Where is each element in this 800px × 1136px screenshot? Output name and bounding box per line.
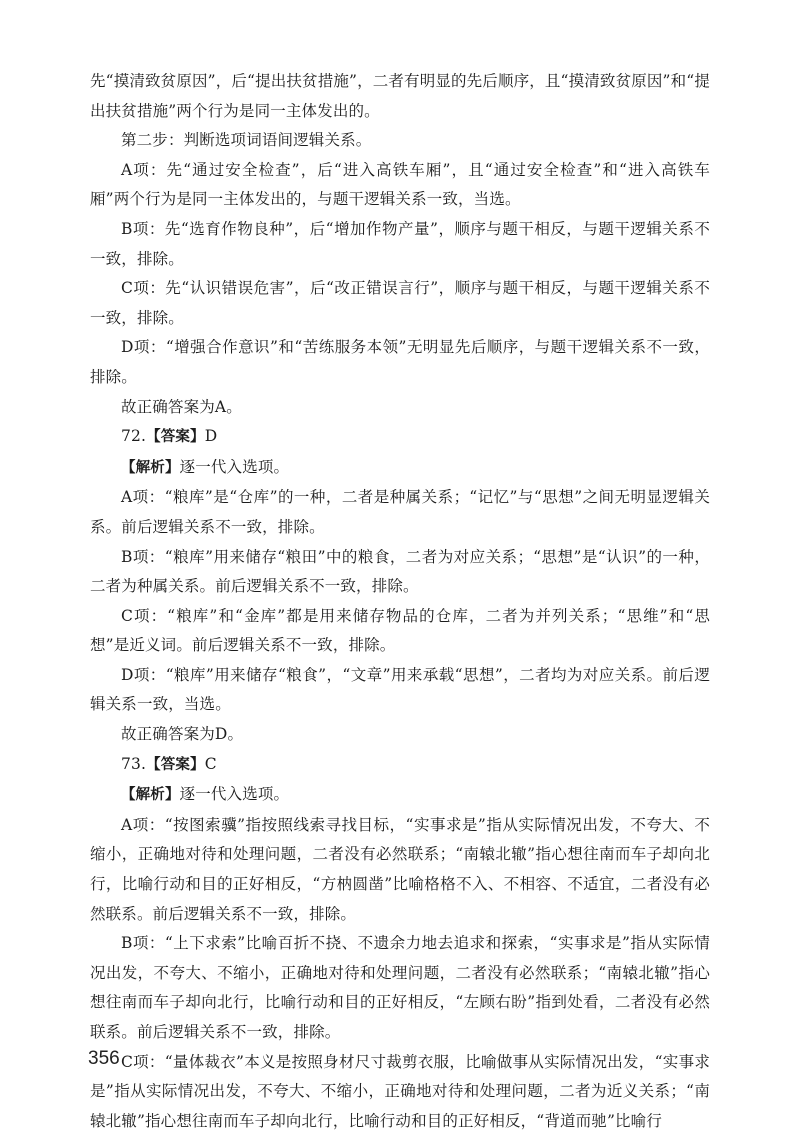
q73-analysis-label: 【解析】 (121, 787, 180, 804)
q72-answer-line (90, 422, 710, 453)
q72-option-d: D项：“粮库”用来储存“粮食”，“文章”用来承载“思想”，二者均为对应关系。前后逻辑关系一致，当选。 (90, 665, 710, 714)
q72-answer: D (204, 427, 218, 446)
option-a: A项：先“通过安全检查”，后“进入高铁车厢”，且“通过安全检查”和“进入高铁车厢”两个行为是同一主体发出的，与题干逻辑关系一致，当选。 (90, 160, 710, 209)
q72-analysis: 逐一代入选项。 (179, 457, 290, 476)
q73-analysis: 逐一代入选项。 (179, 785, 290, 804)
q72-number: 72. (121, 427, 147, 446)
option-c: C项：先“认识错误危害”，后“改正错误言行”，顺序与题干相反，与题干逻辑关系不一致，排除。 (90, 279, 710, 327)
q72-conclusion: 故正确答案为D。 (121, 725, 244, 744)
conclusion: 故正确答案为A。 (121, 397, 242, 416)
q73-option-a: A项：“按图索骥”指按照线索寻找目标，“实事求是”指从实际情况出发，不夸大、不缩小，正确地对待和处理问题，二者没有必然联系；“南辕北辙”指心想往南而车子却向北行，比喻行动和目的正好相反，“方枘圆凿”比喻格格不入、不相容、不适宜，二者没有必然联系。前后逻辑关系不一致，排除。 (90, 815, 710, 923)
q73-answer: C (204, 754, 217, 773)
q72-option-c: C项：“粮库”和“金库”都是用来储存物品的仓库，二者为并列关系；“思维”和“思想”是近义词。前后逻辑关系不一致，排除。 (90, 606, 710, 655)
q73-answer-line (90, 750, 710, 781)
q73-option-b: B项：“上下求索”比喻百折不挠、不遗余力地去追求和探索，“实事求是”指从实际情况出发，不夸大、不缩小，正确地对待和处理问题，二者没有必然联系；“南辕北辙”指心想往南而车子却向北行，比喻行动和目的正好相反，“左顾右盼”指到处看，二者没有必然联系。前后逻辑关系不一致，排除。 (90, 934, 710, 1041)
q72-option-a: A项：“粮库”是“仓库”的一种，二者是种属关系；“记忆”与“思想”之间无明显逻辑关系。前后逻辑关系不一致，排除。 (90, 488, 710, 536)
q73-analysis-line (90, 780, 710, 811)
option-b: B项：先“选育作物良种”，后“增加作物产量”，顺序与题干相反，与题干逻辑关系不一致，排除。 (90, 219, 710, 268)
q73-answer-label: 【答案】 (146, 756, 205, 773)
q72-analysis-line (90, 453, 710, 484)
page-number: 356 (88, 1048, 120, 1069)
paragraph: 第二步：判断选项词语间逻辑关系。 (121, 131, 372, 150)
q73-option-c: C项：“量体裁衣”本义是按照身材尺寸裁剪衣服，比喻做事从实际情况出发，“实事求是”指从实际情况出发，不夸大、不缩小，正确地对待和处理问题，二者为近义关系；“南辕北辙”指心想往南而车子却向北行，比喻行动和目的正好相反，“背道而驰”比喻行 (90, 1052, 710, 1130)
option-d: D项：“增强合作意识”和“苦练服务本领”无明显先后顺序，与题干逻辑关系不一致，排除。 (90, 338, 710, 386)
paragraph: 先“摸清致贫原因”，后“提出扶贫措施”，二者有明显的先后顺序，且“摸清致贫原因”和“提出扶贫措施”两个行为是同一主体发出的。 (90, 72, 710, 120)
q72-analysis-label: 【解析】 (121, 459, 180, 476)
q72-option-b: B项：“粮库”用来储存“粮田”中的粮食，二者为对应关系；“思想”是“认识”的一种，二者为种属关系。前后逻辑关系不一致，排除。 (90, 547, 710, 596)
q73-number: 73. (121, 754, 147, 773)
page-body (90, 67, 710, 1136)
q72-answer-label: 【答案】 (146, 429, 205, 446)
